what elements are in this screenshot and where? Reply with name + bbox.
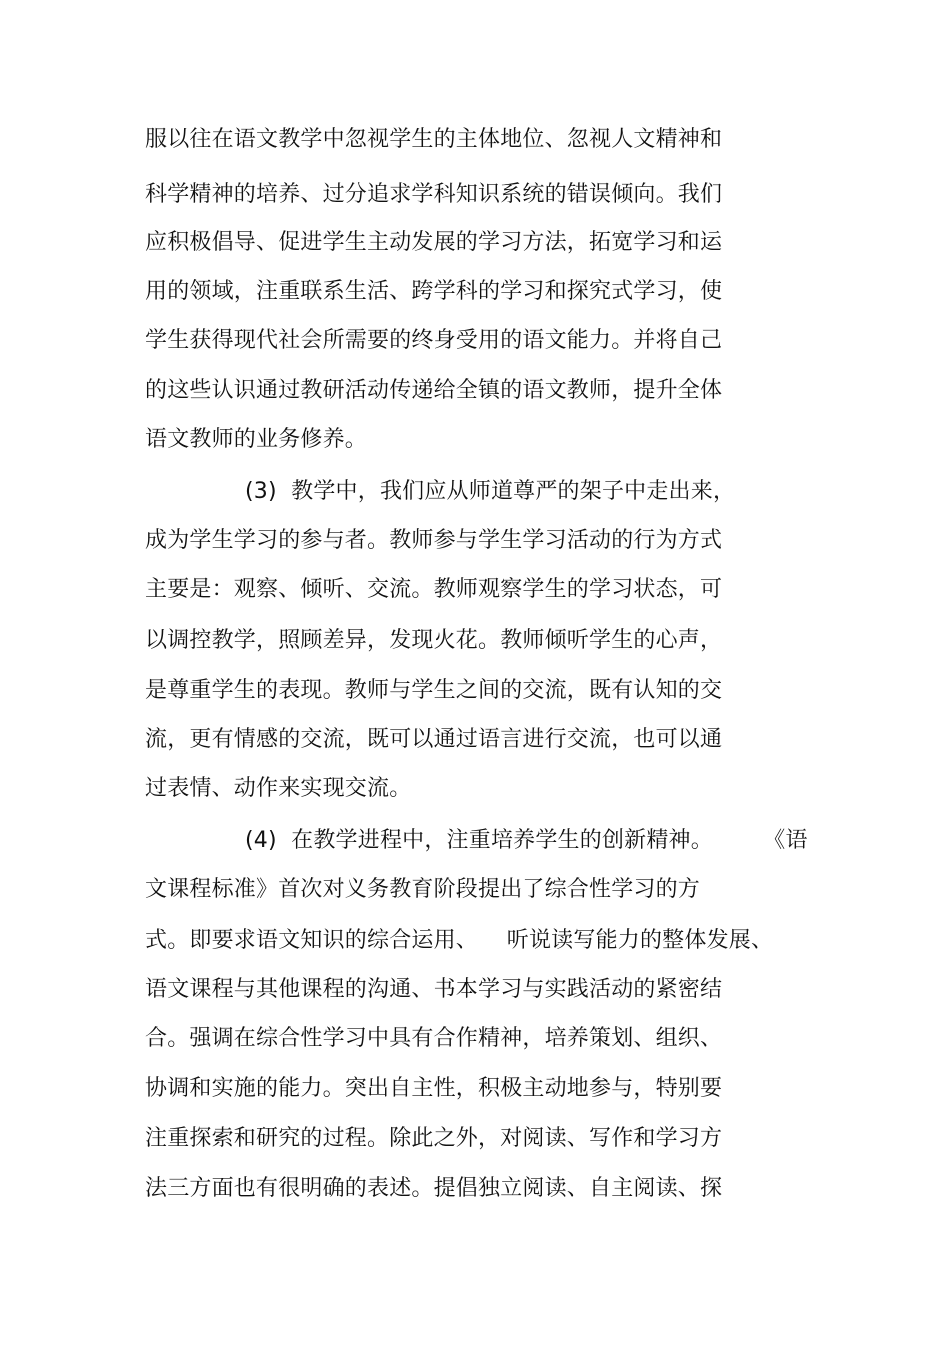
text-line: 学生获得现代社会所需要的终身受用的语文能力。并将自己 <box>145 328 723 353</box>
text-line: 语文教师的业务修养。 <box>145 427 368 452</box>
text-line: 协调和实施的能力。突出自主性，积极主动地参与，特别要 <box>145 1076 723 1101</box>
text-line: 合。强调在综合性学习中具有合作精神，培养策划、组织、 <box>145 1026 723 1051</box>
text-line: 流，更有情感的交流，既可以通过语言进行交流，也可以通 <box>145 727 723 752</box>
text-line: 法三方面也有很明确的表述。提倡独立阅读、自主阅读、探 <box>145 1176 723 1201</box>
text-line: 以调控教学，照顾差异，发现火花。教师倾听学生的心声， <box>145 628 723 653</box>
text-line: 语文课程与其他课程的沟通、书本学习与实践活动的紧密结 <box>145 977 723 1002</box>
text-line: 的这些认识通过教研活动传递给全镇的语文教师，提升全体 <box>145 378 723 403</box>
text-line: 服以往在语文教学中忽视学生的主体地位、忽视人文精神和 <box>145 127 723 152</box>
text-line: 科学精神的培养、过分追求学科知识系统的错误倾向。我们 <box>145 182 723 207</box>
text-line: 成为学生学习的参与者。教师参与学生学习活动的行为方式 <box>145 528 723 553</box>
paragraph-3-start: (3) 教学中，我们应从师道尊严的架子中走出来， <box>245 479 736 504</box>
paragraph-4-start: (4) 在教学进程中，注重培养学生的创新精神。 《语 <box>245 828 808 853</box>
text-line: 式。即要求语文知识的综合运用、 听说读写能力的整体发展、 <box>145 928 774 953</box>
text-line: 主要是：观察、倾听、交流。教师观察学生的学习状态，可 <box>145 577 723 602</box>
text-line: 应积极倡导、促进学生主动发展的学习方法，拓宽学习和运 <box>145 230 723 255</box>
text-line: 注重探索和研究的过程。除此之外，对阅读、写作和学习方 <box>145 1126 723 1151</box>
text-line: 过表情、动作来实现交流。 <box>145 776 412 801</box>
text-line: 用的领域，注重联系生活、跨学科的学习和探究式学习，使 <box>145 279 723 304</box>
text-line: 是尊重学生的表现。教师与学生之间的交流，既有认知的交 <box>145 678 723 703</box>
text-line: 文课程标准》首次对义务教育阶段提出了综合性学习的方 <box>145 877 701 902</box>
